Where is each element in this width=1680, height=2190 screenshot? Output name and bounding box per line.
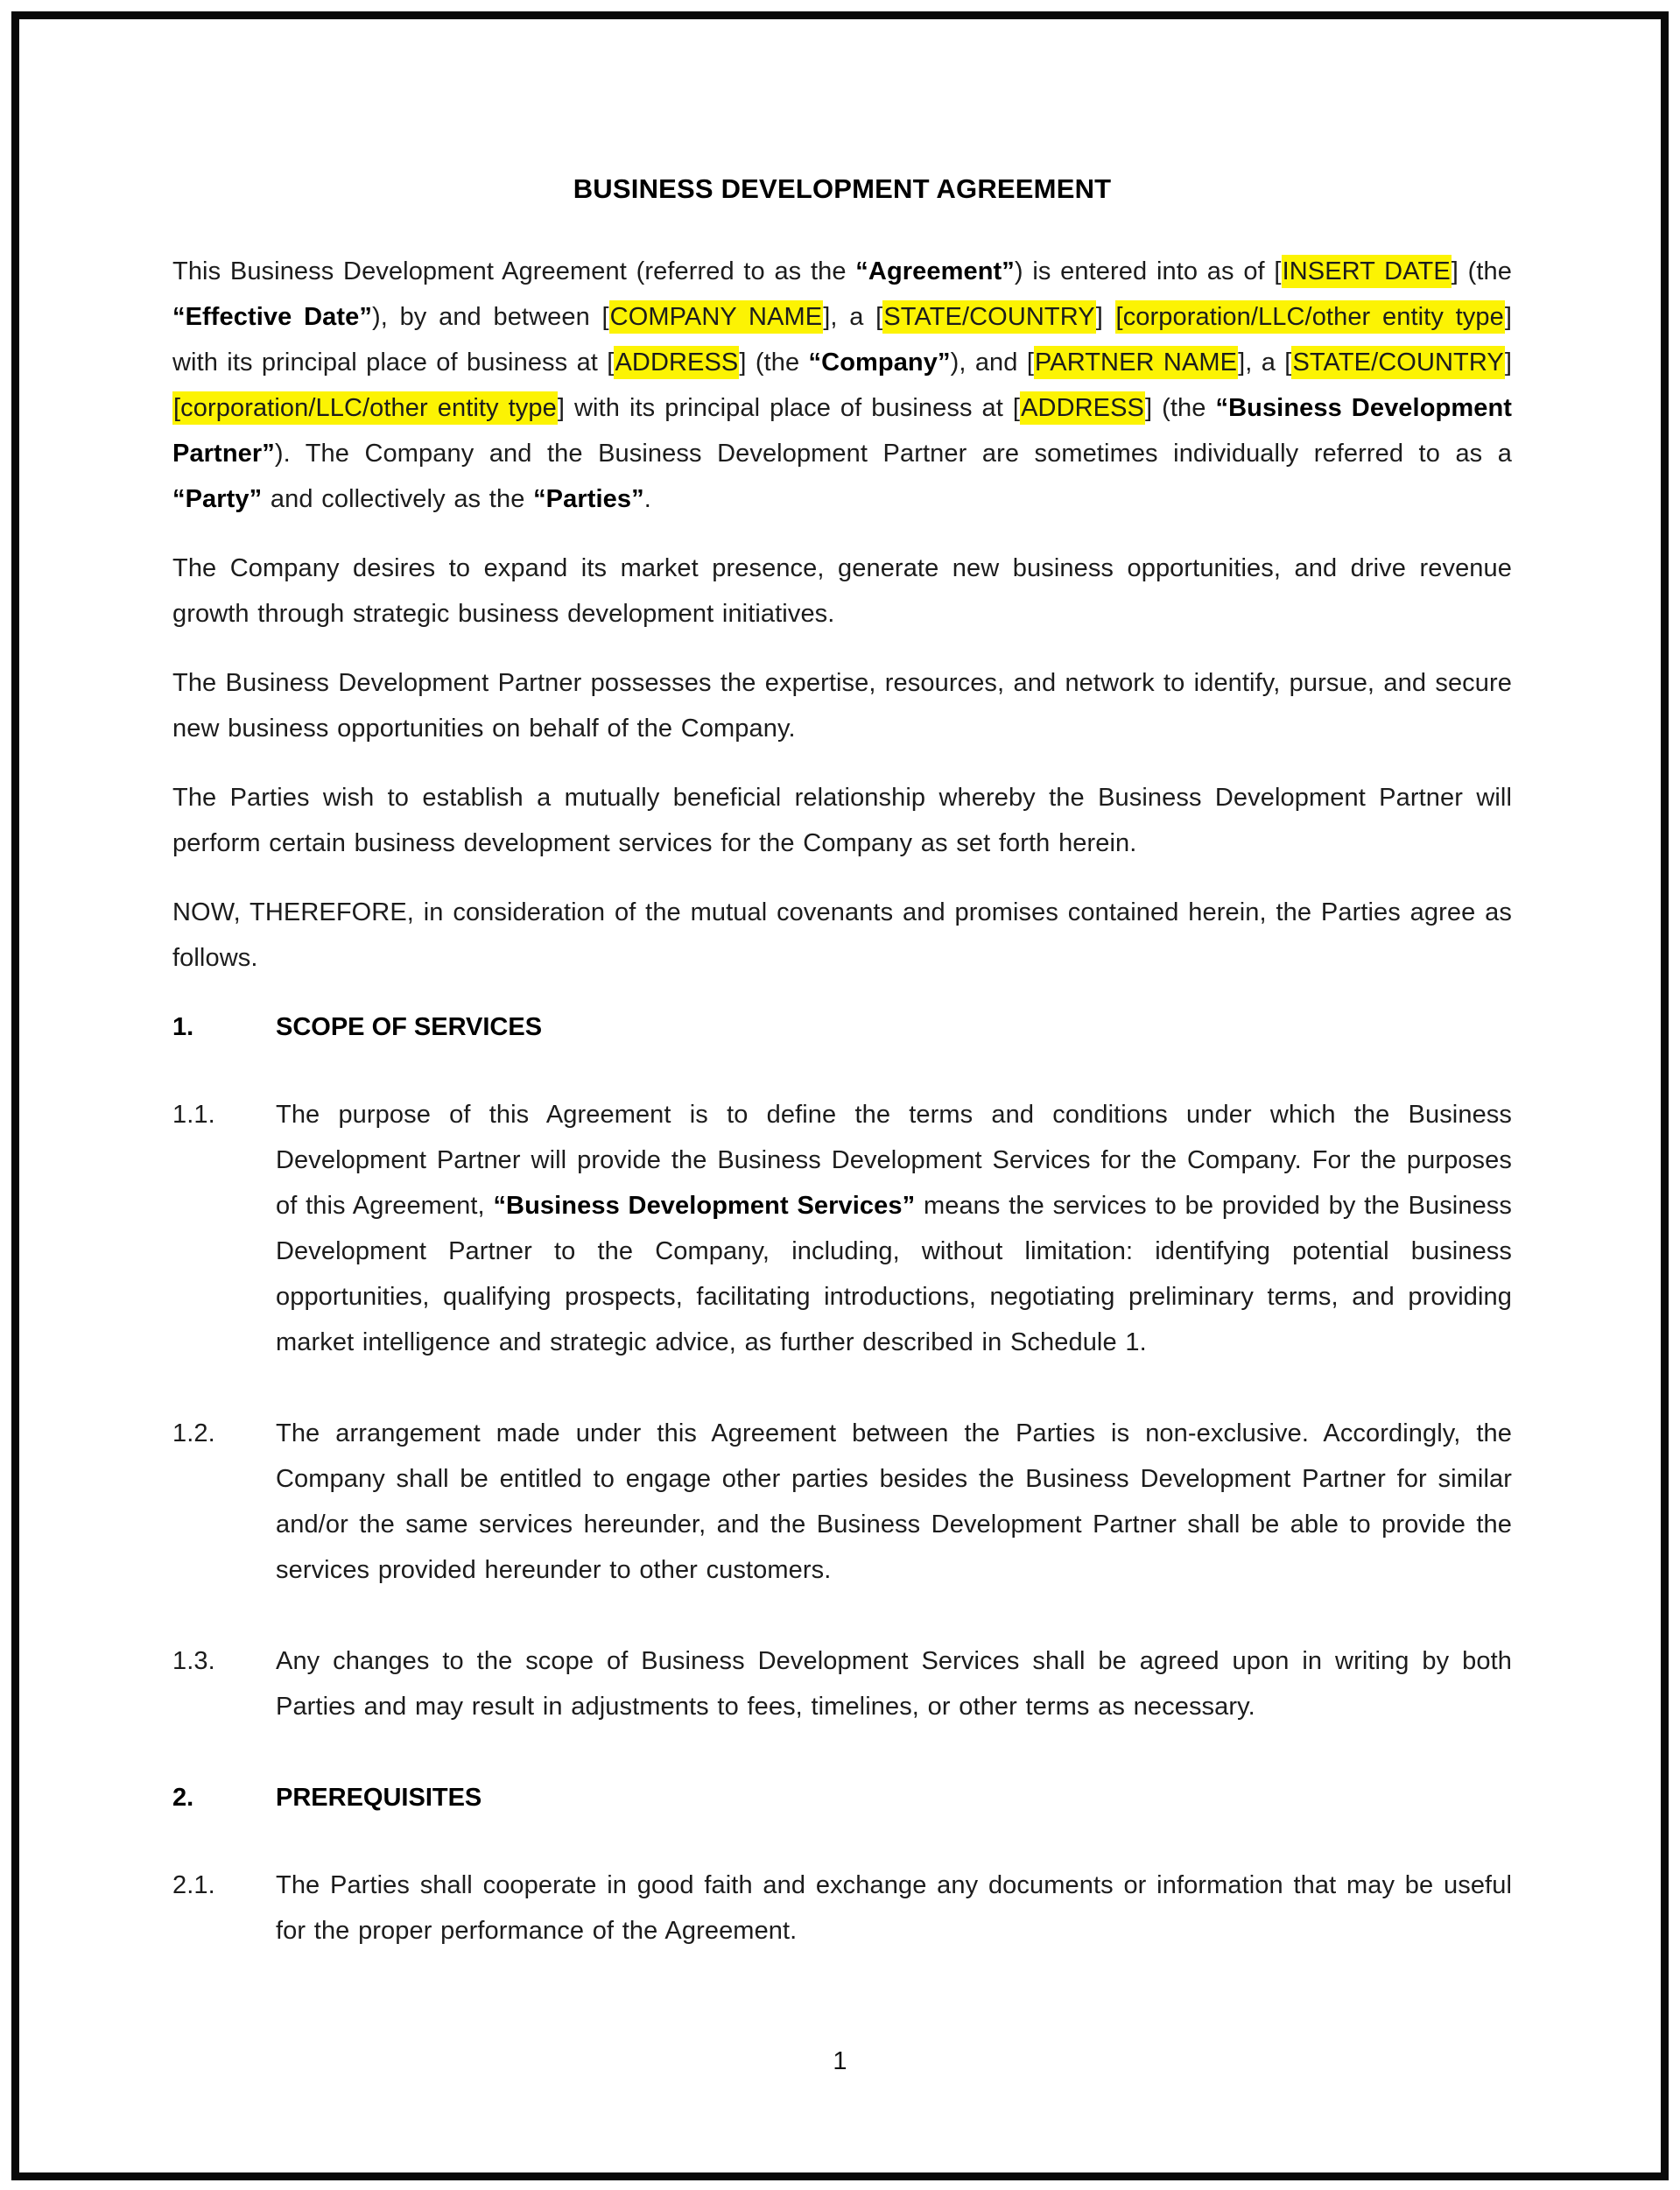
text-segment: This Business Development Agreement (referred to as the xyxy=(172,257,856,285)
defined-term: “Parties” xyxy=(533,485,644,513)
clause-item-2-1 xyxy=(172,1863,1512,1954)
section-title: SCOPE OF SERVICES xyxy=(276,1013,543,1041)
section-heading-2 xyxy=(172,1775,1512,1820)
clause-text: The arrangement made under this Agreement between the Parties is non-exclusive. Accordingly, the Company shall be entitled to engage other parties besides the Business Development Partner for similar and/or the same services hereunder, and the Business Development Partner shall be able to provide the services provided hereunder to other customers. xyxy=(276,1419,1512,1584)
clause-number: 2.1. xyxy=(172,1871,215,1899)
placeholder-highlight: PARTNER NAME xyxy=(1034,346,1238,379)
clause-item-1-1 xyxy=(172,1092,1512,1365)
page-number: 1 xyxy=(833,2047,847,2075)
section-number: 1. xyxy=(172,1013,194,1041)
text-segment: The purpose of this Agreement is to define the terms and conditions under which the Business Development Partner will provide the Business Development Services for the Company. For the purposes of this Agreement, xyxy=(276,1101,1512,1220)
placeholder-highlight: [corporation/LLC/other entity type xyxy=(172,391,558,425)
clause-number: 1.3. xyxy=(172,1647,215,1675)
placeholder-highlight: COMPANY NAME xyxy=(609,300,824,334)
clause-text: The Parties shall cooperate in good faith and exchange any documents or information that may be useful for the proper performance of the Agreement. xyxy=(276,1871,1512,1945)
clause-text xyxy=(276,1101,1512,1356)
clause-number: 1.1. xyxy=(172,1101,215,1129)
section-heading-1 xyxy=(172,1004,1512,1050)
text-segment: means the services to be provided by the Business Development Partner to the Company, including, without limitation: identifying potential business opportunities, qualifying prospects, facilitating introductions, negotiating preliminary terms, and providing market intelligence and strategic advice, as further described in Schedule 1. xyxy=(276,1192,1512,1356)
text-segment: ] with its principal place of business at [ xyxy=(557,394,1021,422)
clause-number: 1.2. xyxy=(172,1419,215,1447)
defined-term: “Business Development Services” xyxy=(493,1192,916,1220)
text-segment: ], a [ xyxy=(823,303,883,331)
text-segment: ). The Company and the Business Development Partner are sometimes individually referred to as a xyxy=(274,440,1512,468)
text-segment: ), and [ xyxy=(950,349,1034,377)
text-segment: ], a [ xyxy=(1238,349,1292,377)
document-title: BUSINESS DEVELOPMENT AGREEMENT xyxy=(573,173,1112,204)
text-segment: ), by and between [ xyxy=(371,303,609,331)
placeholder-highlight: ADDRESS xyxy=(614,346,739,379)
placeholder-highlight: ADDRESS xyxy=(1020,391,1145,425)
text-segment: ) is entered into as of [ xyxy=(1014,257,1282,285)
text-segment: ] (the xyxy=(1144,394,1216,422)
placeholder-highlight: STATE/COUNTRY xyxy=(1291,346,1504,379)
defined-term: “Party” xyxy=(172,485,263,513)
text-segment: ] xyxy=(1504,349,1512,377)
defined-term: “Agreement” xyxy=(855,257,1015,285)
defined-term: “Business Development Partner” xyxy=(172,394,1513,468)
clause-item-1-2 xyxy=(172,1411,1512,1593)
text-segment: ] (the xyxy=(1451,257,1512,285)
defined-term: “Company” xyxy=(808,349,951,377)
defined-term: “Effective Date” xyxy=(172,303,372,331)
recital-paragraph-1: The Company desires to expand its market presence, generate new business opportunities, and drive revenue growth through strategic business development initiatives. xyxy=(172,554,1512,628)
text-segment: ] with its principal place of business at [ xyxy=(172,303,1512,377)
text-segment: ] (the xyxy=(739,349,809,377)
placeholder-highlight: INSERT DATE xyxy=(1282,255,1452,288)
clause-text: Any changes to the scope of Business Development Services shall be agreed upon in writing by both Parties and may result in adjustments to fees, timelines, or other terms as necessary. xyxy=(276,1647,1512,1721)
recital-paragraph-4: NOW, THEREFORE, in consideration of the mutual covenants and promises contained herein, the Parties agree as follows. xyxy=(172,898,1512,972)
text-segment: and collectively as the xyxy=(262,485,534,513)
text-segment: . xyxy=(643,485,651,513)
section-number: 2. xyxy=(172,1784,194,1812)
recital-paragraph-3: The Parties wish to establish a mutually beneficial relationship whereby the Business Development Partner will perform certain business development services for the Company as set forth herein. xyxy=(172,784,1512,857)
intro-paragraph xyxy=(172,249,1512,522)
clause-item-1-3 xyxy=(172,1638,1512,1729)
section-title: PREREQUISITES xyxy=(276,1784,482,1812)
placeholder-highlight: STATE/COUNTRY xyxy=(882,300,1095,334)
placeholder-highlight: [corporation/LLC/other entity type xyxy=(1115,300,1505,334)
recital-paragraph-2: The Business Development Partner possesses the expertise, resources, and network to identify, pursue, and secure new business opportunities on behalf of the Company. xyxy=(172,669,1512,743)
document-body xyxy=(172,172,1512,1999)
text-segment: ] xyxy=(1095,303,1115,331)
